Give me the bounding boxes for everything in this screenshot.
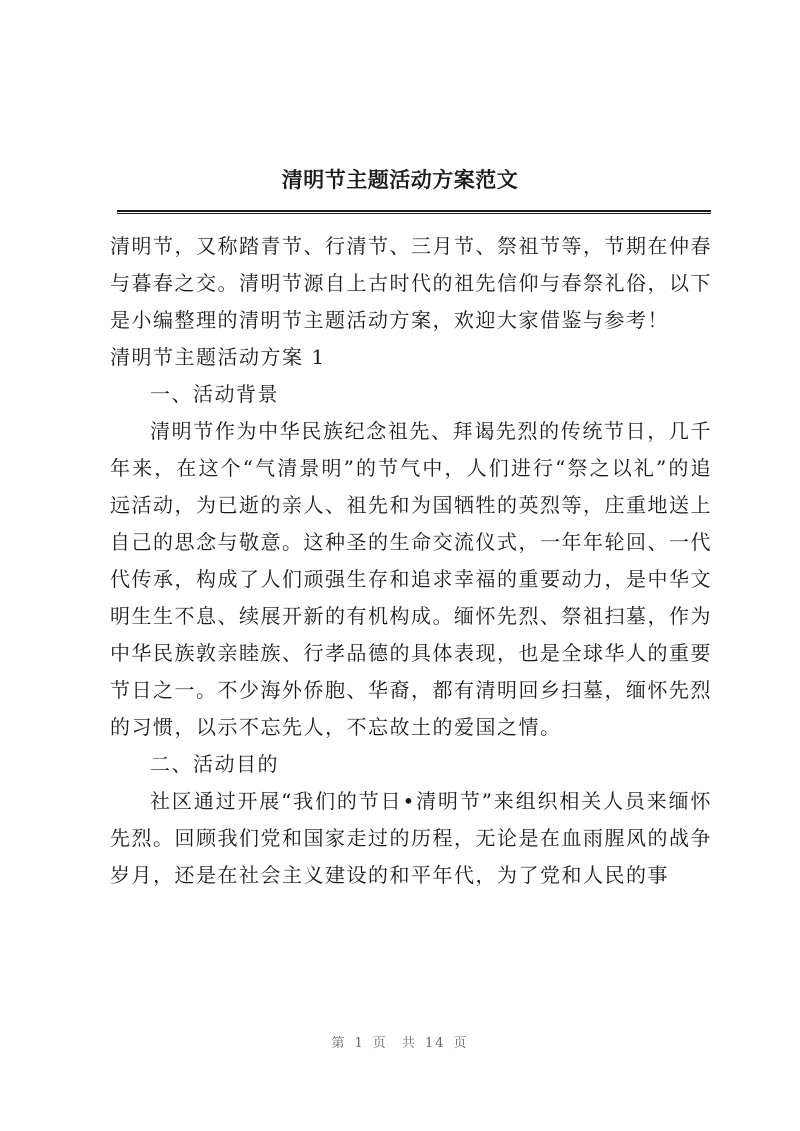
footer-page-label: 第: [331, 1036, 347, 1051]
background-paragraph: 清明节作为中华民族纪念祖先、拜谒先烈的传统节日，几千年来，在这个“气清景明”的节气中，人们进行“祭之以礼”的追远活动，为已逝的亲人、祖先和为国牺牲的英烈等，庄重地送上自己的思念与敬意。这种圣的生命交流仪式，一年年轮回、一代代传承，构成了人们顽强生存和追求幸福的重要动力，是中华文明生生不息、续展开新的有机构成。缅怀先烈、祭祖扫墓，作为中华民族敦亲睦族、行孝品德的具体表现，也是全球华人的重要节日之一。不少海外侨胞、华裔，都有清明回乡扫墓，缅怀先烈的习惯，以示不忘先人，不忘故土的爱国之情。: [110, 419, 712, 739]
document-body: [110, 228, 712, 894]
footer-pages-label: 页: [453, 1036, 469, 1051]
purpose-paragraph: 社区通过开展“我们的节日•清明节”来组织相关人员来缅怀先烈。回顾我们党和国家走过的历程，无论是在血雨腥风的战争岁月，还是在社会主义建设的和平年代，为了党和人民的事: [110, 789, 712, 887]
page-title: 清明节主题活动方案范文: [281, 167, 519, 192]
footer-current-page: 1: [354, 1036, 365, 1051]
title-divider: [117, 210, 711, 214]
intro-paragraph: 清明节，又称踏青节、行清节、三月节、祭祖节等，节期在仲春与暮春之交。清明节源自上古时代的祖先信仰与春祭礼俗，以下是小编整理的清明节主题活动方案，欢迎大家借鉴与参考！: [110, 234, 712, 332]
section-title: 清明节主题活动方案 1: [110, 345, 326, 369]
heading-background: 一、活动背景: [150, 382, 279, 406]
page-footer: [0, 1032, 800, 1051]
footer-of-label: 页 共: [372, 1036, 417, 1051]
footer-total-pages: 14: [424, 1036, 446, 1051]
heading-purpose: 二、活动目的: [150, 752, 279, 776]
